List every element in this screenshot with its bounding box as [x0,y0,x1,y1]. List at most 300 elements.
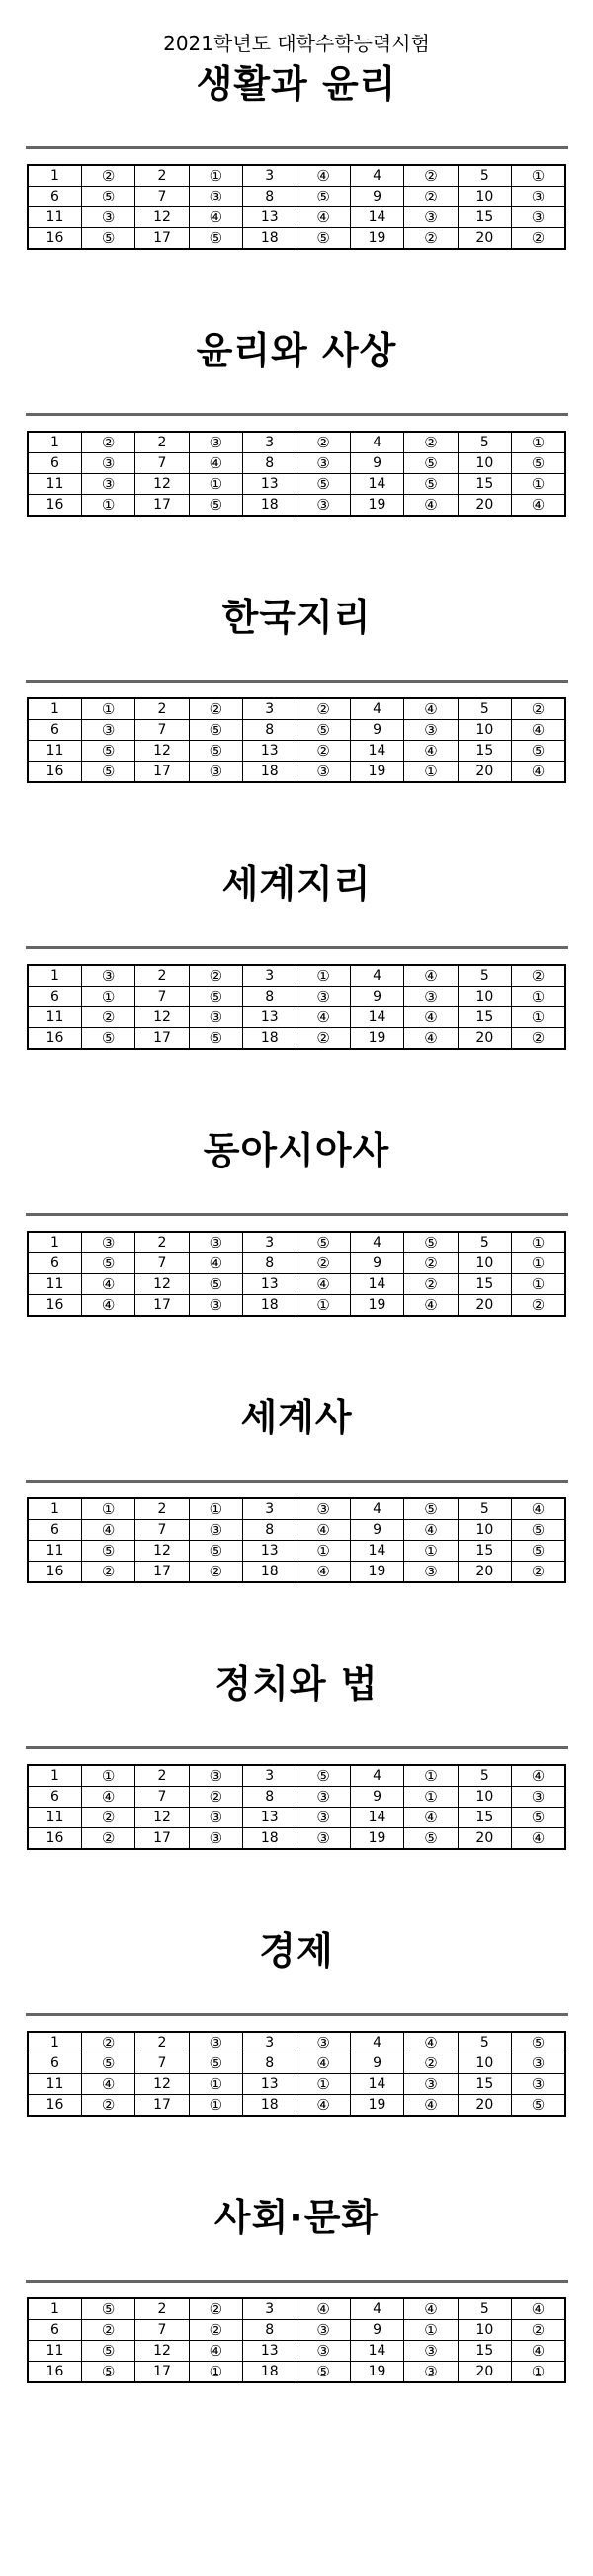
answer-row [28,2053,565,2074]
question-number: 1 [28,2298,81,2320]
title-divider [26,680,568,683]
question-number: 11 [28,474,81,495]
question-number: 18 [243,1828,296,1850]
answer-row [28,1562,565,1583]
question-number: 18 [243,1295,296,1317]
question-number: 10 [458,2053,511,2074]
answer-choice: ③ [404,2074,458,2095]
answer-choice: ① [81,1498,134,1520]
answer-choice: ③ [512,187,565,207]
question-number: 4 [350,2032,403,2053]
answer-row [28,1828,565,1850]
question-number: 8 [243,1520,296,1541]
answer-choice: ⑤ [81,228,134,250]
answer-choice: ① [81,1765,134,1787]
answer-table [27,2031,566,2117]
question-number: 4 [350,432,403,453]
answer-row [28,432,565,453]
answer-row [28,1498,565,1520]
answer-choice: ④ [296,1520,350,1541]
question-number: 2 [135,1498,189,1520]
question-number: 2 [135,1232,189,1253]
question-number: 10 [458,1253,511,1274]
question-number: 1 [28,1765,81,1787]
answer-choice: ④ [189,1253,242,1274]
question-number: 7 [135,2053,189,2074]
answer-choice: ③ [296,2341,350,2362]
question-number: 1 [28,1232,81,1253]
question-number: 15 [458,474,511,495]
title-divider [26,946,568,949]
question-number: 14 [350,1541,403,1562]
answer-row [28,2074,565,2095]
answer-choice: ③ [81,453,134,474]
question-number: 12 [135,2341,189,2362]
answer-choice: ⑤ [81,187,134,207]
answer-choice: ① [296,1295,350,1317]
question-number: 15 [458,2341,511,2362]
question-number: 6 [28,1253,81,1274]
question-number: 8 [243,1253,296,1274]
answer-choice: ⑤ [81,2053,134,2074]
answer-choice: ② [404,165,458,187]
answer-choice: ④ [404,1028,458,1050]
answer-choice: ① [189,165,242,187]
answer-choice: ④ [81,2074,134,2095]
question-number: 20 [458,2362,511,2383]
answer-choice: ⑤ [81,2362,134,2383]
answer-choice: ④ [404,1295,458,1317]
question-number: 11 [28,1274,81,1295]
answer-choice: ④ [512,762,565,783]
answer-choice: ④ [189,453,242,474]
answer-row [28,1520,565,1541]
question-number: 6 [28,453,81,474]
question-number: 8 [243,2320,296,2341]
answer-row [28,1007,565,1028]
answer-choice: ① [404,2320,458,2341]
answer-choice: ① [512,165,565,187]
question-number: 13 [243,2341,296,2362]
question-number: 15 [458,2074,511,2095]
title-divider [26,2013,568,2016]
subject-title: 세계사 [240,1396,353,1439]
answer-row [28,1808,565,1828]
answer-choice: ② [81,165,134,187]
answer-row [28,762,565,783]
answer-choice: ② [81,1828,134,1850]
question-number: 3 [243,1765,296,1787]
answer-choice: ⑤ [81,1541,134,1562]
question-number: 17 [135,228,189,250]
title-divider [26,2280,568,2283]
question-number: 14 [350,1808,403,1828]
answer-choice: ⑤ [296,1232,350,1253]
answer-choice: ② [404,228,458,250]
answer-row [28,207,565,228]
answer-choice: ① [81,987,134,1007]
answer-choice: ⑤ [189,720,242,741]
answer-choice: ④ [404,1520,458,1541]
answer-choice: ⑤ [81,1253,134,1274]
answer-choice: ① [512,2362,565,2383]
answer-choice: ⑤ [189,1274,242,1295]
answer-choice: ③ [404,2341,458,2362]
answer-choice: ④ [296,2298,350,2320]
answer-choice: ③ [81,474,134,495]
question-number: 16 [28,1828,81,1850]
answer-row [28,2341,565,2362]
question-number: 19 [350,762,403,783]
question-number: 12 [135,207,189,228]
question-number: 6 [28,2053,81,2074]
answer-choice: ④ [81,1787,134,1808]
question-number: 19 [350,1028,403,1050]
answer-choice: ⑤ [404,1232,458,1253]
answer-choice: ⑤ [189,1028,242,1050]
answer-choice: ② [81,1562,134,1583]
answer-choice: ② [512,1562,565,1583]
answer-choice: ④ [512,1828,565,1850]
question-number: 7 [135,1253,189,1274]
question-number: 20 [458,228,511,250]
question-number: 10 [458,453,511,474]
answer-choice: ② [296,1028,350,1050]
answer-choice: ② [296,741,350,762]
answer-choice: ⑤ [512,453,565,474]
question-number: 7 [135,720,189,741]
answer-choice: ③ [404,1562,458,1583]
question-number: 20 [458,762,511,783]
question-number: 20 [458,2095,511,2117]
question-number: 16 [28,762,81,783]
question-number: 15 [458,1007,511,1028]
question-number: 13 [243,1007,296,1028]
question-number: 8 [243,720,296,741]
answer-table [27,697,566,783]
title-divider [26,146,568,149]
answer-choice: ② [404,187,458,207]
answer-choice: ② [512,698,565,720]
question-number: 8 [243,187,296,207]
answer-choice: ③ [296,2320,350,2341]
answer-choice: ② [189,1562,242,1583]
answer-choice: ⑤ [404,1498,458,1520]
answer-row [28,1295,565,1317]
question-number: 10 [458,987,511,1007]
question-number: 16 [28,2362,81,2383]
answer-choice: ② [404,432,458,453]
question-number: 20 [458,1562,511,1583]
answer-choice: ⑤ [189,495,242,517]
answer-choice: ① [512,1274,565,1295]
answer-choice: ① [512,474,565,495]
answer-choice: ③ [404,987,458,1007]
answer-choice: ① [512,432,565,453]
question-number: 14 [350,741,403,762]
question-number: 19 [350,2095,403,2117]
answer-choice: ② [404,1274,458,1295]
question-number: 5 [458,165,511,187]
question-number: 6 [28,1787,81,1808]
answer-choice: ④ [404,1808,458,1828]
question-number: 13 [243,474,296,495]
answer-choice: ③ [296,1808,350,1828]
question-number: 11 [28,741,81,762]
title-divider [26,1480,568,1483]
answer-row [28,698,565,720]
answer-choice: ② [512,1028,565,1050]
answer-row [28,2362,565,2383]
answer-row [28,228,565,250]
question-number: 4 [350,165,403,187]
answer-choice: ③ [189,1520,242,1541]
answer-choice: ② [189,698,242,720]
answer-choice: ② [296,1253,350,1274]
question-number: 3 [243,165,296,187]
question-number: 5 [458,1765,511,1787]
question-number: 1 [28,698,81,720]
question-number: 3 [243,698,296,720]
answer-choice: ② [81,2320,134,2341]
answer-choice: ⑤ [189,228,242,250]
question-number: 17 [135,1562,189,1583]
answer-choice: ③ [189,1808,242,1828]
subject-title: 한국지리 [221,596,372,639]
answer-choice: ④ [512,2298,565,2320]
answer-choice: ① [404,762,458,783]
question-number: 11 [28,207,81,228]
answer-choice: ① [404,1765,458,1787]
answer-choice: ① [189,2074,242,2095]
answer-choice: ④ [404,2095,458,2117]
question-number: 2 [135,698,189,720]
answer-choice: ⑤ [296,187,350,207]
title-divider [26,1746,568,1749]
question-number: 2 [135,2298,189,2320]
answer-choice: ① [512,1253,565,1274]
question-number: 18 [243,2095,296,2117]
question-number: 19 [350,1828,403,1850]
answer-choice: ⑤ [296,1765,350,1787]
answer-choice: ④ [404,1007,458,1028]
question-number: 12 [135,1808,189,1828]
question-number: 10 [458,1520,511,1541]
answer-choice: ③ [81,207,134,228]
answer-row [28,1274,565,1295]
question-number: 13 [243,2074,296,2095]
question-number: 19 [350,1562,403,1583]
answer-row [28,165,565,187]
answer-choice: ④ [512,1498,565,1520]
question-number: 10 [458,720,511,741]
answer-choice: ④ [296,2095,350,2117]
question-number: 3 [243,1232,296,1253]
question-number: 3 [243,1498,296,1520]
answer-choice: ③ [512,2053,565,2074]
question-number: 11 [28,1808,81,1828]
question-number: 5 [458,2032,511,2053]
answer-choice: ③ [296,453,350,474]
answer-row [28,474,565,495]
answer-choice: ③ [296,2032,350,2053]
question-number: 1 [28,432,81,453]
answer-choice: ⑤ [81,2298,134,2320]
answer-choice: ① [189,1498,242,1520]
answer-choice: ② [404,1253,458,1274]
answer-choice: ④ [404,965,458,987]
question-number: 16 [28,228,81,250]
answer-choice: ① [296,2074,350,2095]
question-number: 14 [350,2074,403,2095]
question-number: 12 [135,2074,189,2095]
question-number: 18 [243,495,296,517]
question-number: 2 [135,965,189,987]
question-number: 12 [135,474,189,495]
answer-choice: ③ [512,1787,565,1808]
answer-choice: ④ [296,2053,350,2074]
question-number: 17 [135,1828,189,1850]
question-number: 7 [135,453,189,474]
question-number: 4 [350,698,403,720]
question-number: 2 [135,432,189,453]
answer-choice: ④ [81,1295,134,1317]
question-number: 8 [243,453,296,474]
question-number: 9 [350,2320,403,2341]
answer-choice: ④ [296,1007,350,1028]
question-number: 4 [350,1232,403,1253]
answer-choice: ⑤ [512,2032,565,2053]
answer-choice: ④ [404,2032,458,2053]
answer-choice: ⑤ [189,987,242,1007]
answer-choice: ④ [81,1520,134,1541]
question-number: 6 [28,1520,81,1541]
question-number: 18 [243,1562,296,1583]
answer-row [28,453,565,474]
question-number: 14 [350,474,403,495]
answer-row [28,495,565,517]
question-number: 11 [28,1541,81,1562]
question-number: 1 [28,1498,81,1520]
answer-row [28,1232,565,1253]
subject-title: 사회·문화 [213,2196,380,2239]
answer-choice: ② [404,2053,458,2074]
question-number: 11 [28,1007,81,1028]
question-number: 4 [350,1765,403,1787]
question-number: 15 [458,207,511,228]
question-number: 11 [28,2341,81,2362]
question-number: 5 [458,1498,511,1520]
question-number: 5 [458,2298,511,2320]
question-number: 9 [350,2053,403,2074]
question-number: 9 [350,1253,403,1274]
answer-choice: ③ [189,1828,242,1850]
answer-choice: ⑤ [189,1541,242,1562]
question-number: 8 [243,987,296,1007]
answer-choice: ④ [512,2341,565,2362]
answer-choice: ③ [404,207,458,228]
subject-title: 경제 [259,1929,334,1972]
question-number: 4 [350,965,403,987]
answer-choice: ① [81,698,134,720]
answer-choice: ③ [189,1295,242,1317]
question-number: 17 [135,2362,189,2383]
question-number: 7 [135,187,189,207]
answer-choice: ② [512,228,565,250]
question-number: 5 [458,432,511,453]
answer-table [27,164,566,250]
answer-choice: ③ [512,207,565,228]
answer-choice: ③ [189,1007,242,1028]
question-number: 13 [243,1274,296,1295]
question-number: 18 [243,762,296,783]
answer-choice: ① [296,965,350,987]
question-number: 15 [458,1274,511,1295]
answer-choice: ⑤ [404,1828,458,1850]
answer-table [27,431,566,517]
answer-choice: ⑤ [404,474,458,495]
answer-table [27,1231,566,1317]
subject-title: 정치와 법 [214,1662,379,1706]
question-number: 7 [135,2320,189,2341]
title-divider [26,1213,568,1216]
answer-choice: ② [81,1007,134,1028]
question-number: 9 [350,1520,403,1541]
question-number: 9 [350,1787,403,1808]
answer-table [27,964,566,1050]
answer-choice: ③ [404,2362,458,2383]
question-number: 15 [458,1541,511,1562]
question-number: 10 [458,2320,511,2341]
question-number: 13 [243,207,296,228]
answer-table [27,2297,566,2383]
question-number: 6 [28,720,81,741]
answer-row [28,1028,565,1050]
answer-choice: ③ [296,1498,350,1520]
question-number: 7 [135,1787,189,1808]
answer-choice: ③ [189,432,242,453]
answer-row [28,741,565,762]
answer-choice: ③ [296,1828,350,1850]
question-number: 3 [243,2032,296,2053]
answer-row [28,2032,565,2053]
question-number: 10 [458,187,511,207]
answer-row [28,187,565,207]
question-number: 17 [135,2095,189,2117]
question-number: 5 [458,965,511,987]
question-number: 16 [28,495,81,517]
question-number: 15 [458,1808,511,1828]
answer-choice: ④ [296,165,350,187]
question-number: 18 [243,2362,296,2383]
answer-choice: ① [81,495,134,517]
answer-choice: ② [81,2032,134,2053]
question-number: 5 [458,1232,511,1253]
answer-row [28,2095,565,2117]
answer-choice: ⑤ [512,2095,565,2117]
question-number: 7 [135,1520,189,1541]
answer-choice: ⑤ [296,474,350,495]
answer-choice: ① [189,474,242,495]
question-number: 17 [135,762,189,783]
answer-row [28,2298,565,2320]
question-number: 20 [458,1295,511,1317]
answer-choice: ③ [81,1232,134,1253]
answer-choice: ① [512,1007,565,1028]
answer-choice: ⑤ [404,453,458,474]
answer-choice: ③ [296,495,350,517]
question-number: 18 [243,1028,296,1050]
